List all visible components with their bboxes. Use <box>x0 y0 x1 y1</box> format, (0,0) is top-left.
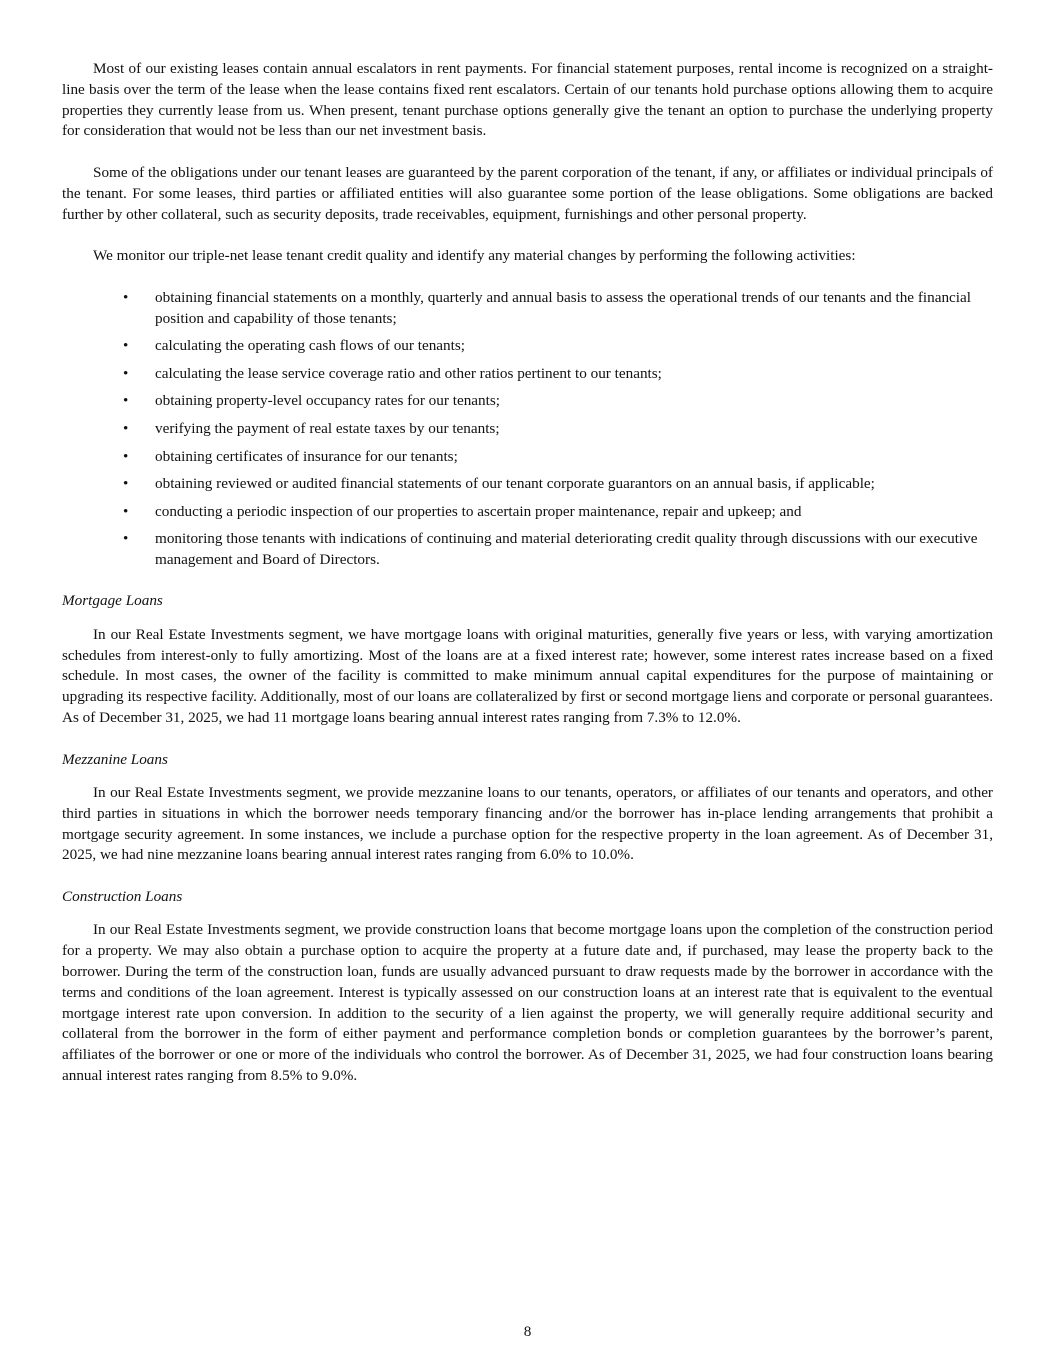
list-item-text: calculating the operating cash flows of our tenants; <box>155 337 465 355</box>
list-item-text: obtaining property-level occupancy rates for our tenants; <box>155 392 500 410</box>
list-item <box>62 474 993 495</box>
construction-loans-paragraph: In our Real Estate Investments segment, we provide construction loans that become mortgage loans upon the completion of the construction period for a property. We may also obtain a purchase option to acquire the property at a future date and, if purchased, may lease the property back to the borrower. During the term of the construction loan, funds are usually advanced pursuant to draw requests made by the borrower in accordance with the terms and conditions of the loan agreement. Interest is typically assessed on our construction loans at an interest rate that is equivalent to the eventual mortgage interest rate upon conversion. In addition to the security of a lien against the property, we will generally require additional security and collateral from the borrower in the form of either payment and performance completion bonds or completion guarantees by the borrower’s parent, affiliates of the borrower or one or more of the individuals who control the borrower. As of December 31, 2025, we had four construction loans bearing annual interest rates ranging from 8.5% to 9.0%. <box>62 921 993 1084</box>
list-item <box>62 419 993 440</box>
monitoring-activities-list <box>62 288 993 571</box>
bullet-icon: • <box>123 530 129 548</box>
bullet-icon: • <box>123 447 129 465</box>
list-item-text: verifying the payment of real estate taxes by our tenants; <box>155 419 500 437</box>
list-item <box>62 502 993 523</box>
list-item <box>62 336 993 357</box>
list-item-text: obtaining certificates of insurance for our tenants; <box>155 447 458 465</box>
lease-escalators-paragraph: Most of our existing leases contain annual escalators in rent payments. For financial statement purposes, rental income is recognized on a straight-line basis over the term of the lease when the lease contains fixed rent escalators. Certain of our tenants hold purchase options allowing them to acquire properties they currently lease from us. When present, tenant purchase options generally give the tenant an option to purchase the underlying property for consideration that would not be less than our net investment basis. <box>62 60 993 140</box>
bullet-icon: • <box>123 364 129 382</box>
page-number: 8 <box>523 1323 532 1340</box>
list-item <box>62 391 993 412</box>
list-item-text: monitoring those tenants with indications of continuing and material deteriorating credit quality through discussions with our executive management and Board of Directors. <box>155 530 978 569</box>
list-item-text: conducting a periodic inspection of our properties to ascertain proper maintenance, repair and upkeep; and <box>155 502 802 520</box>
mezzanine-loans-heading: Mezzanine Loans <box>62 750 168 768</box>
mezzanine-loans-paragraph: In our Real Estate Investments segment, we provide mezzanine loans to our tenants, operators, or affiliates of our tenants and operators, and other third parties in situations in which the borrower needs temporary financing and/or the borrower has in-place lending arrangements that prohibit a mortgage security agreement. In some instances, we include a purchase option for the respective property in the loan agreement. As of December 31, 2025, we had nine mezzanine loans bearing annual interest rates ranging from 6.0% to 10.0%. <box>62 783 993 864</box>
list-item <box>62 288 993 330</box>
mortgage-loans-paragraph: In our Real Estate Investments segment, we have mortgage loans with original maturities, generally five years or less, with varying amortization schedules from interest-only to fully amortizing. Most of the loans are at a fixed interest rate; however, some interest rates increase based on a fixed schedule. In most cases, the owner of the facility is committed to make minimum annual capital expenditures for the purpose of maintaining or upgrading its respective facility. Additionally, most of our loans are collateralized by first or second mortgage liens and corporate or personal guarantees. As of December 31, 2025, we had 11 mortgage loans bearing annual interest rates ranging from 7.3% to 12.0%. <box>62 625 993 726</box>
bullet-icon: • <box>123 288 129 306</box>
document-page <box>62 59 993 1108</box>
list-item-text: calculating the lease service coverage ratio and other ratios pertinent to our tenants; <box>155 364 662 382</box>
list-item-text: obtaining financial statements on a monthly, quarterly and annual basis to assess the operational trends of our tenants and the financial position and capability of those tenants; <box>155 288 971 327</box>
bullet-icon: • <box>123 337 129 355</box>
list-item <box>62 364 993 385</box>
bullet-icon: • <box>123 502 129 520</box>
mortgage-loans-heading: Mortgage Loans <box>62 592 163 610</box>
list-item <box>62 447 993 468</box>
bullet-icon: • <box>123 475 129 493</box>
credit-monitoring-intro-paragraph: We monitor our triple-net lease tenant credit quality and identify any material changes by performing the following activities: <box>93 247 856 265</box>
list-item <box>62 529 993 571</box>
lease-guarantees-paragraph: Some of the obligations under our tenant leases are guaranteed by the parent corporation of the tenant, if any, or affiliates or individual principals of the tenant. For some leases, third parties or affiliated entities will also guarantee some portion of the lease obligations. Some obligations are backed further by other collateral, such as security deposits, trade receivables, equipment, furnishings and other personal property. <box>62 163 993 223</box>
bullet-icon: • <box>123 392 129 410</box>
bullet-icon: • <box>123 419 129 437</box>
list-item-text: obtaining reviewed or audited financial statements of our tenant corporate guarantors on an annual basis, if applicable; <box>155 475 875 493</box>
construction-loans-heading: Construction Loans <box>62 887 183 905</box>
